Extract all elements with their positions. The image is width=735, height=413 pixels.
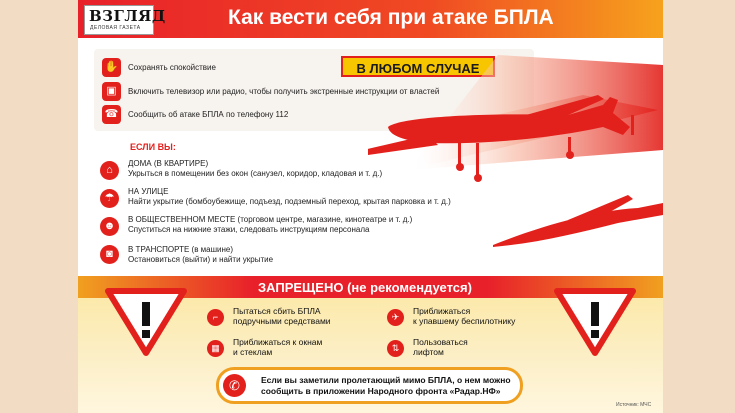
- elevator-icon: ⇅: [387, 340, 404, 357]
- if-transport-text: Остановиться (выйти) и найти укрытие: [128, 255, 274, 264]
- car-icon: ◙: [100, 245, 119, 264]
- if-street-heading: НА УЛИЦЕ: [128, 187, 169, 196]
- page-title: Как вести себя при атаке БПЛА: [228, 6, 554, 29]
- if-home-heading: ДОМА (В КВАРТИРЕ): [128, 159, 209, 168]
- gun-icon: ⌐: [207, 309, 224, 326]
- if-street-text: Найти укрытие (бомбоубежище, подъезд, подземный переход, крытая парковка и т. д.): [128, 197, 451, 206]
- home-icon: ⌂: [100, 161, 119, 180]
- street-walk-icon: ☂: [100, 189, 119, 208]
- forbidden-item-shoot-line2: подручными средствами: [233, 316, 331, 326]
- logo-subtitle: ДЕЛОВАЯ ГАЗЕТА: [90, 25, 141, 31]
- forbidden-item-windows-line1: Приближаться к окнам: [233, 337, 323, 347]
- person-phone-icon: ☎: [102, 105, 121, 124]
- logo: [84, 5, 166, 35]
- report-line2: сообщить в приложении Народного фронта «Радар.НФ»: [261, 386, 501, 396]
- warning-sign-right-icon: [554, 288, 636, 356]
- tv-radio-icon: ▣: [102, 82, 121, 101]
- approach-drone-icon: ✈: [387, 309, 404, 326]
- phone-icon: ✆: [223, 374, 246, 397]
- forbidden-item-windows: [233, 337, 322, 357]
- if-public-text: Спуститься на нижние этажи, следовать инструкциям персонала: [128, 225, 370, 234]
- drone-shadow-icon: [493, 195, 663, 247]
- report-text: [261, 375, 511, 397]
- always-item-tv: Включить телевизор или радио, чтобы получить экстренные инструкции от властей: [128, 87, 440, 96]
- if-transport-heading: В ТРАНСПОРТЕ (в машине): [128, 245, 234, 254]
- crowd-icon: ☻: [100, 217, 119, 236]
- if-home-text: Укрыться в помещении без окон (санузел, коридор, кладовая и т. д.): [128, 169, 383, 178]
- forbidden-title: ЗАПРЕЩЕНО (не рекомендуется): [258, 280, 472, 295]
- forbidden-item-shoot-line1: Пытаться сбить БПЛА: [233, 306, 321, 316]
- drone-illustration: [368, 55, 663, 270]
- always-item-calm: Сохранять спокойствие: [128, 63, 216, 72]
- if-public-heading: В ОБЩЕСТВЕННОМ МЕСТЕ (торговом центре, магазине, кинотеатре и т. д.): [128, 215, 413, 224]
- forbidden-item-elevator-line1: Пользоваться: [413, 337, 468, 347]
- poster: [78, 0, 663, 413]
- warning-sign-left-icon: [105, 288, 187, 356]
- forbidden-item-shoot: [233, 306, 331, 326]
- hand-stop-icon: ✋: [102, 58, 121, 77]
- report-line1: Если вы заметили пролетающий мимо БПЛА, о нем можно: [261, 375, 511, 385]
- forbidden-item-approach: [413, 306, 515, 326]
- forbidden-item-elevator-line2: лифтом: [413, 347, 444, 357]
- forbidden-item-windows-line2: и стеклам: [233, 347, 273, 357]
- window-icon: ▦: [207, 340, 224, 357]
- logo-title: ВЗГЛЯД: [89, 7, 166, 25]
- always-badge: В ЛЮБОМ СЛУЧАЕ: [341, 56, 495, 77]
- report-box: [216, 367, 523, 404]
- forbidden-item-approach-line1: Приближаться: [413, 306, 471, 316]
- if-you-title: ЕСЛИ ВЫ:: [130, 142, 176, 152]
- forbidden-item-approach-line2: к упавшему беспилотнику: [413, 316, 516, 326]
- forbidden-item-elevator: [413, 337, 468, 357]
- source-note: Источник: МЧС: [616, 402, 652, 408]
- always-item-call: Сообщить об атаке БПЛА по телефону 112: [128, 110, 289, 119]
